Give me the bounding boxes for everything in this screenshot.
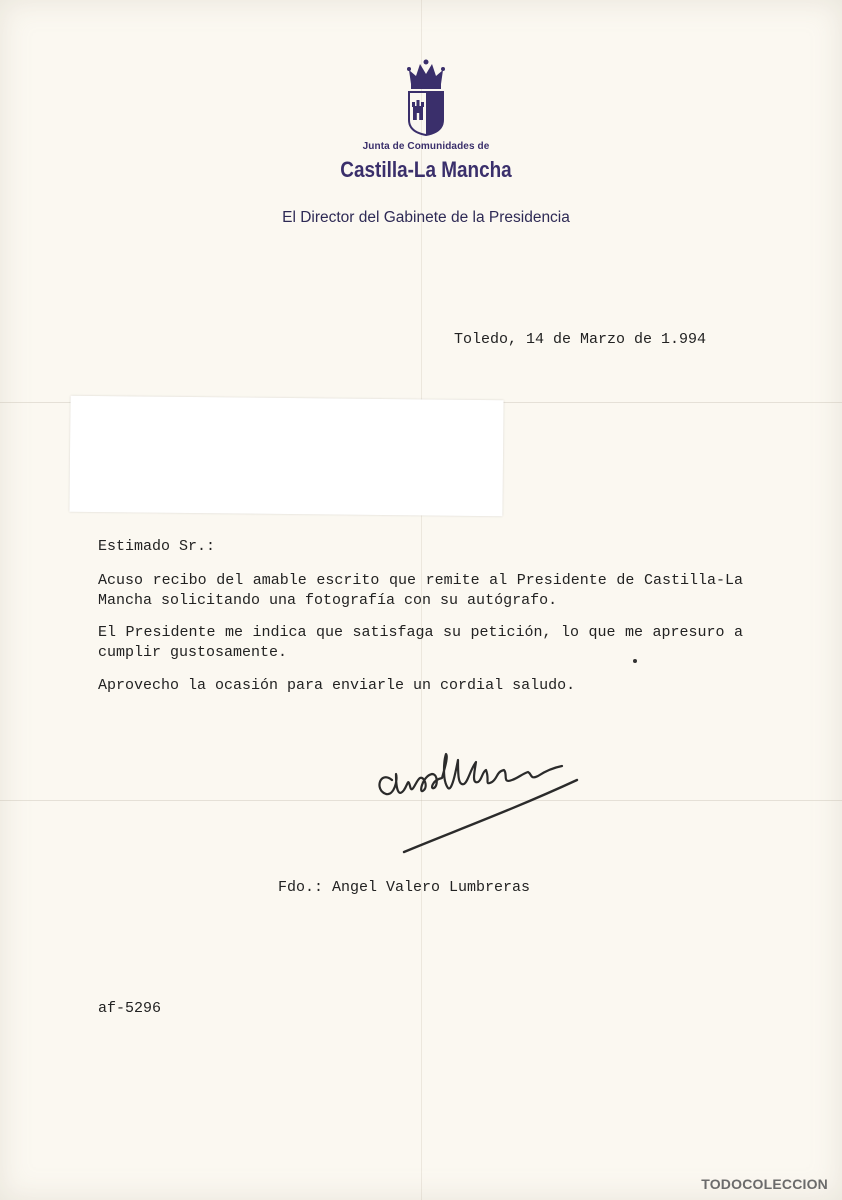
redacted-address-block — [69, 396, 503, 517]
coat-of-arms-crown-castle-icon — [405, 58, 447, 136]
org-name-line2: Castilla-La Mancha — [340, 157, 512, 182]
letter-paragraph: El Presidente me indica que satisfaga su petición, lo que me apresuro a cumplir gustosamente. — [98, 624, 743, 661]
paper-speck — [633, 659, 637, 663]
reference-code: af-5296 — [98, 1000, 162, 1017]
signatory-name: Fdo.: Angel Valero Lumbreras — [278, 879, 531, 896]
salutation: Estimado Sr.: — [98, 538, 216, 555]
letter-paragraph: Acuso recibo del amable escrito que remite al Presidente de Castilla-La Mancha solicitando una fotografía con su autógrafo. — [98, 572, 743, 609]
sender-office: El Director del Gabinete de la Presidencia — [282, 209, 570, 226]
letter-paragraph: Aprovecho la ocasión para enviarle un cordial saludo. — [98, 677, 576, 694]
handwritten-signature — [372, 740, 587, 858]
org-name-line1: Junta de Comunidades de — [362, 141, 490, 152]
watermark: TODOCOLECCION — [701, 1176, 828, 1192]
place-date: Toledo, 14 de Marzo de 1.994 — [454, 331, 707, 348]
